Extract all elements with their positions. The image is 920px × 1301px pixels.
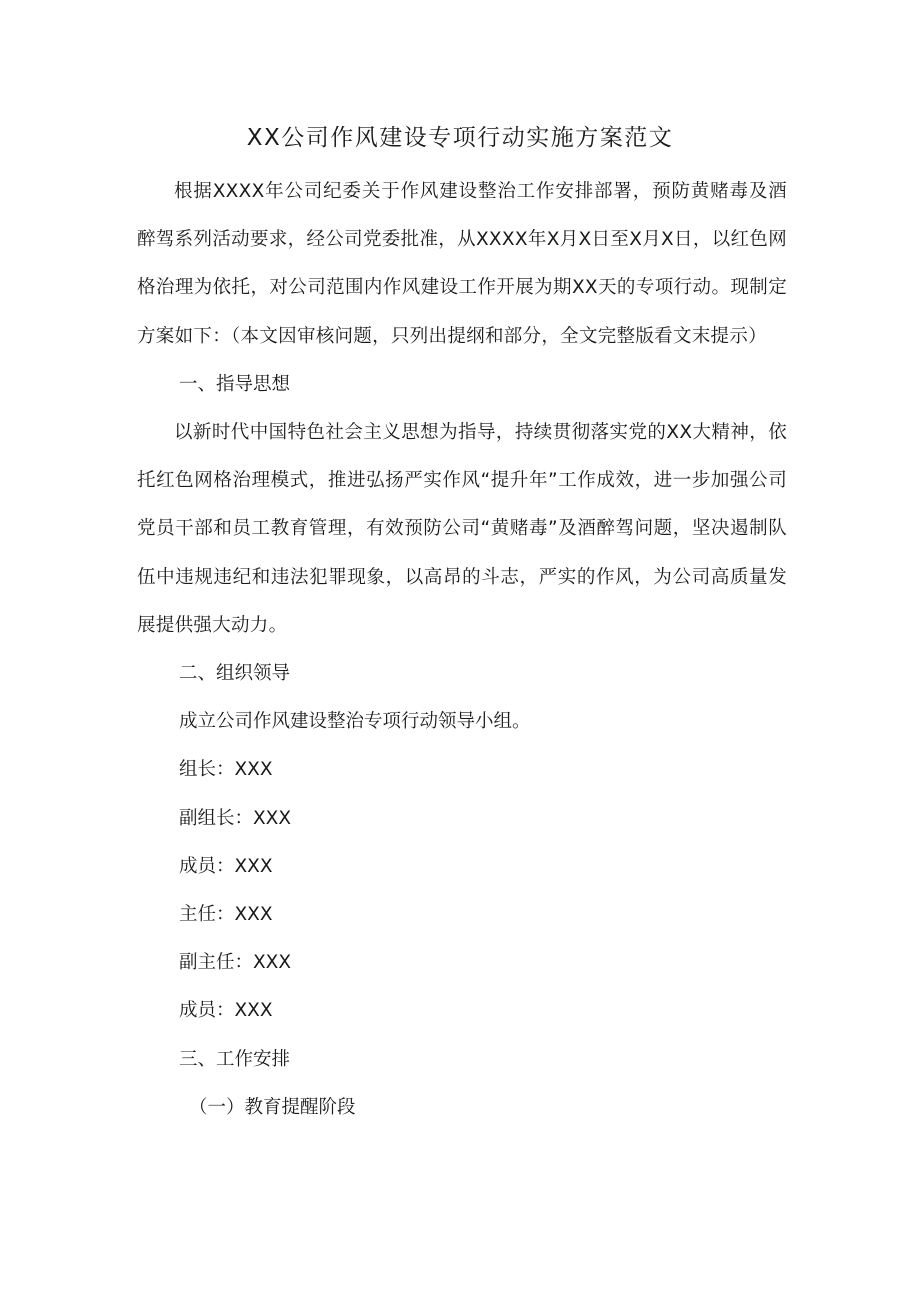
- member-line: 成员：XXX: [179, 1000, 273, 1022]
- document-title: XX公司作风建设专项行动实施方案范文: [246, 125, 674, 151]
- subsection-heading-education: （一）教育提醒阶段: [189, 1096, 356, 1118]
- member-line: 成员：XXX: [179, 855, 273, 877]
- section-heading-work-arrangement: 三、工作安排: [179, 1048, 291, 1070]
- section-heading-organization: 二、组织领导: [179, 663, 291, 685]
- member-line: 组长：XXX: [179, 759, 273, 781]
- member-line: 主任：XXX: [179, 904, 273, 926]
- document-body: [137, 168, 787, 1132]
- member-line: 副组长：XXX: [179, 807, 292, 829]
- organization-intro: 成立公司作风建设整治专项行动领导小组。: [179, 711, 531, 733]
- member-line: 副主任：XXX: [179, 952, 292, 974]
- section-heading-guiding-thought: 一、指导思想: [179, 373, 291, 395]
- intro-paragraph: 根据XXXX年公司纪委关于作风建设整治工作安排部署，预防黄赌毒及酒醉驾系列活动要求，经公司党委批准，从XXXX年X月X日至X月X日，以红色网格治理为依托，对公司范围内作风建设工作开展为期XX天的专项行动。现制定方案如下：（本文因审核问题，只列出提纲和部分，全文完整版看文末提示）: [137, 181, 787, 347]
- guiding-thought-paragraph: 以新时代中国特色社会主义思想为指导，持续贯彻落实党的XX大精神，依托红色网格治理模式，推进弘扬严实作风“提升年”工作成效，进一步加强公司党员干部和员工教育管理，有效预防公司“黄赌毒”及酒醉驾问题，坚决遏制队伍中违规违纪和违法犯罪现象，以高昂的斗志，严实的作风，为公司高质量发展提供强大动力。: [137, 422, 787, 636]
